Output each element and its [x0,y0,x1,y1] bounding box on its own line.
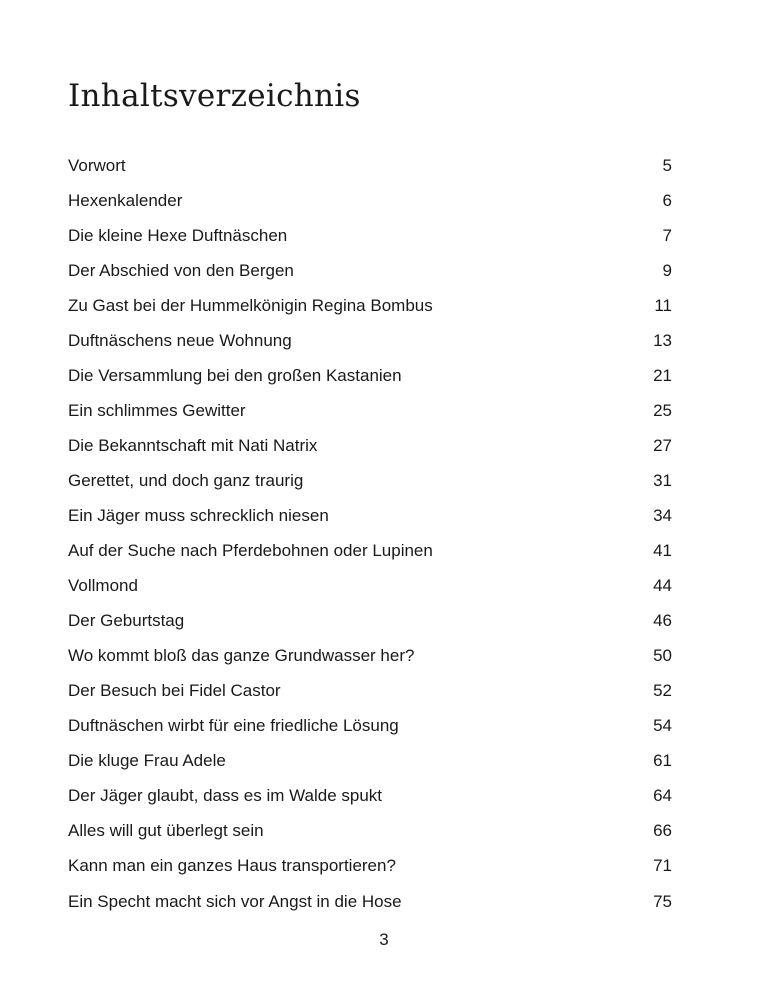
toc-entry [68,393,672,428]
toc-entry-page: 25 [653,400,672,420]
toc-entry [68,253,672,288]
toc-entry [68,744,672,779]
toc-entry-title: Zu Gast bei der Hummelkönigin Regina Bombus [68,295,433,315]
toc-entry-page: 11 [654,295,672,315]
toc-entry-page: 5 [662,155,672,175]
toc-entry [68,183,672,218]
toc-entry-title: Der Abschied von den Bergen [68,260,294,280]
toc-entry [68,849,672,884]
toc-entry [68,814,672,849]
toc-entry-title: Die kluge Frau Adele [68,751,226,771]
toc-entry-title: Ein Specht macht sich vor Angst in die Hose [68,891,402,911]
toc-entry-page: 64 [653,786,672,806]
toc-entry-page: 21 [653,365,672,385]
toc-entry-page: 31 [653,470,672,490]
page-title: Inhaltsverzeichnis [68,78,361,114]
toc-entry-title: Die Bekanntschaft mit Nati Natrix [68,435,318,455]
toc-entry [68,288,672,323]
toc-entry-title: Gerettet, und doch ganz traurig [68,470,304,490]
toc-entry-title: Auf der Suche nach Pferdebohnen oder Lupinen [68,541,433,561]
toc-entry-title: Vorwort [68,155,126,175]
toc-entry [68,148,672,183]
toc-entry [68,534,672,569]
toc-entry-title: Wo kommt bloß das ganze Grundwasser her? [68,646,415,666]
toc-entry-page: 71 [653,856,672,876]
toc-entry-page: 34 [653,505,672,525]
table-of-contents [68,148,672,919]
toc-entry [68,674,672,709]
toc-entry [68,463,672,498]
toc-entry-page: 54 [653,716,672,736]
toc-entry-title: Hexenkalender [68,190,183,210]
toc-entry [68,358,672,393]
toc-entry [68,709,672,744]
toc-entry [68,323,672,358]
page-number: 3 [379,930,389,949]
toc-entry-page: 13 [653,330,672,350]
toc-entry-title: Der Besuch bei Fidel Castor [68,681,281,701]
toc-entry-page: 46 [653,611,672,631]
toc-entry [68,569,672,604]
toc-entry-page: 7 [662,225,672,245]
toc-entry-title: Kann man ein ganzes Haus transportieren? [68,856,396,876]
toc-entry-title: Die Versammlung bei den großen Kastanien [68,365,402,385]
toc-entry-page: 50 [653,646,672,666]
toc-entry-title: Die kleine Hexe Duftnäschen [68,225,288,245]
toc-entry [68,218,672,253]
toc-entry-page: 41 [653,541,672,561]
toc-entry-title: Alles will gut überlegt sein [68,821,264,841]
toc-entry-page: 6 [662,190,672,210]
toc-entry-page: 44 [653,576,672,596]
toc-entry-page: 9 [662,260,672,280]
toc-entry-title: Ein Jäger muss schrecklich niesen [68,505,329,525]
toc-entry-title: Duftnäschens neue Wohnung [68,330,292,350]
toc-entry-page: 52 [653,681,672,701]
toc-entry [68,779,672,814]
toc-entry-page: 27 [653,435,672,455]
toc-entry-title: Vollmond [68,576,138,596]
toc-entry-page: 61 [653,751,672,771]
toc-entry-title: Ein schlimmes Gewitter [68,400,246,420]
toc-entry [68,498,672,533]
toc-entry [68,639,672,674]
toc-entry-page: 66 [653,821,672,841]
toc-entry-page: 75 [653,891,672,911]
toc-entry [68,428,672,463]
toc-entry-title: Der Geburtstag [68,611,185,631]
toc-entry [68,884,672,919]
toc-entry [68,604,672,639]
toc-entry-title: Duftnäschen wirbt für eine friedliche Lösung [68,716,399,736]
toc-entry-title: Der Jäger glaubt, dass es im Walde spukt [68,786,383,806]
